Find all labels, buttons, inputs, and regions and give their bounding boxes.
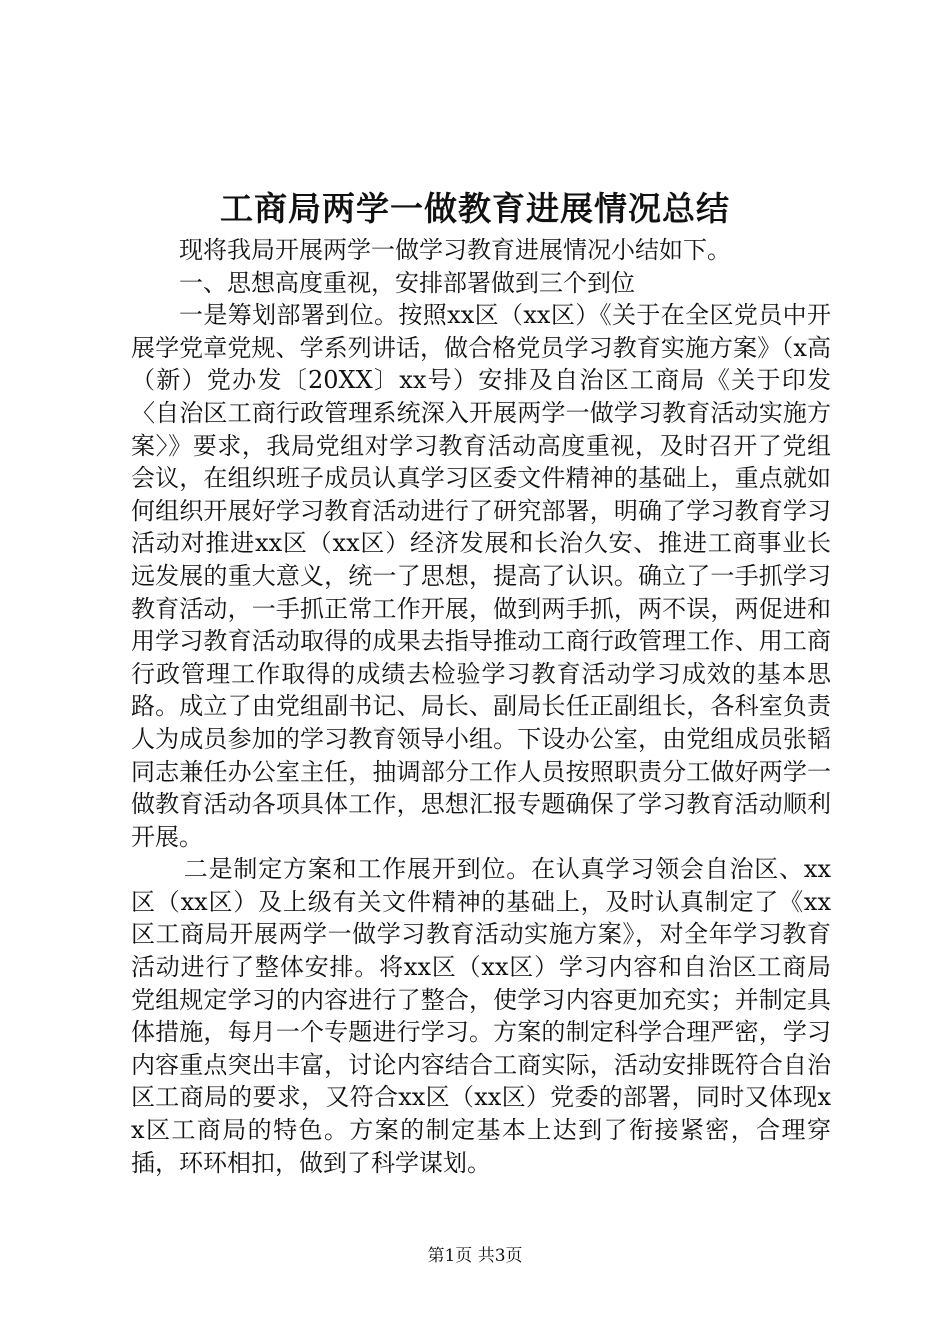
section-heading: 一、思想高度重视，安排部署做到三个到位 [179,268,635,297]
intro-paragraph: 现将我局开展两学一做学习教育进展情况小结如下。 [179,236,731,264]
document-body [131,234,831,1179]
page-footer: 第1页 共3页 [427,1246,523,1266]
document-title: 工商局两学一做教育进展情况总结 [220,189,730,228]
body-paragraph: 一是筹划部署到位。按照xx区（xx区）《关于在全区党员中开展学党章党规、学系列讲话，做合格党员学习教育实施方案》（x高（新）党办发〔20XX〕xx号）安排及自治区工商局《关于印发〈自治区工商行政管理系统深入开展两学一做学习教育活动实施方案〉》要求，我局党组对学习教育活动高度重视，及时召开了党组会议，在组织班子成员认真学习区委文件精神的基础上，重点就如何组织开展好学习教育活动进行了研究部署，明确了学习教育学习活动对推进xx区（xx区）经济发展和长治久安、推进工商事业长远发展的重大意义，统一了思想，提高了认识。确立了一手抓学习教育活动，一手抓正常工作开展，做到两手抓，两不误，两促进和用学习教育活动取得的成果去指导推动工商行政管理工作、用工商行政管理工作取得的成绩去检验学习教育活动学习成效的基本思路。成立了由党组副书记、局长、副局长任正副组长，各科室负责人为成员参加的学习教育领导小组。下设办公室，由党组成员张韬同志兼任办公室主任，抽调部分工作人员按照职责分工做好两学一做教育活动各项具体工作，思想汇报专题确保了学习教育活动顺利开展。 [131,301,831,851]
body-paragraph: 二是制定方案和工作展开到位。在认真学习领会自治区、xx区（xx区）及上级有关文件精神的基础上，及时认真制定了《xx区工商局开展两学一做学习教育活动实施方案》，对全年学习教育活动进行了整体安排。将xx区（xx区）学习内容和自治区工商局党组规定学习的内容进行了整合，使学习内容更加充实；并制定具体措施，每月一个专题进行学习。方案的制定科学合理严密，学习内容重点突出丰富，讨论内容结合工商实际，活动安排既符合自治区工商局的要求，又符合xx区（xx区）党委的部署，同时又体现xx区工商局的特色。方案的制定基本上达到了衔接紧密，合理穿插，环环相扣，做到了科学谋划。 [131,855,831,1177]
